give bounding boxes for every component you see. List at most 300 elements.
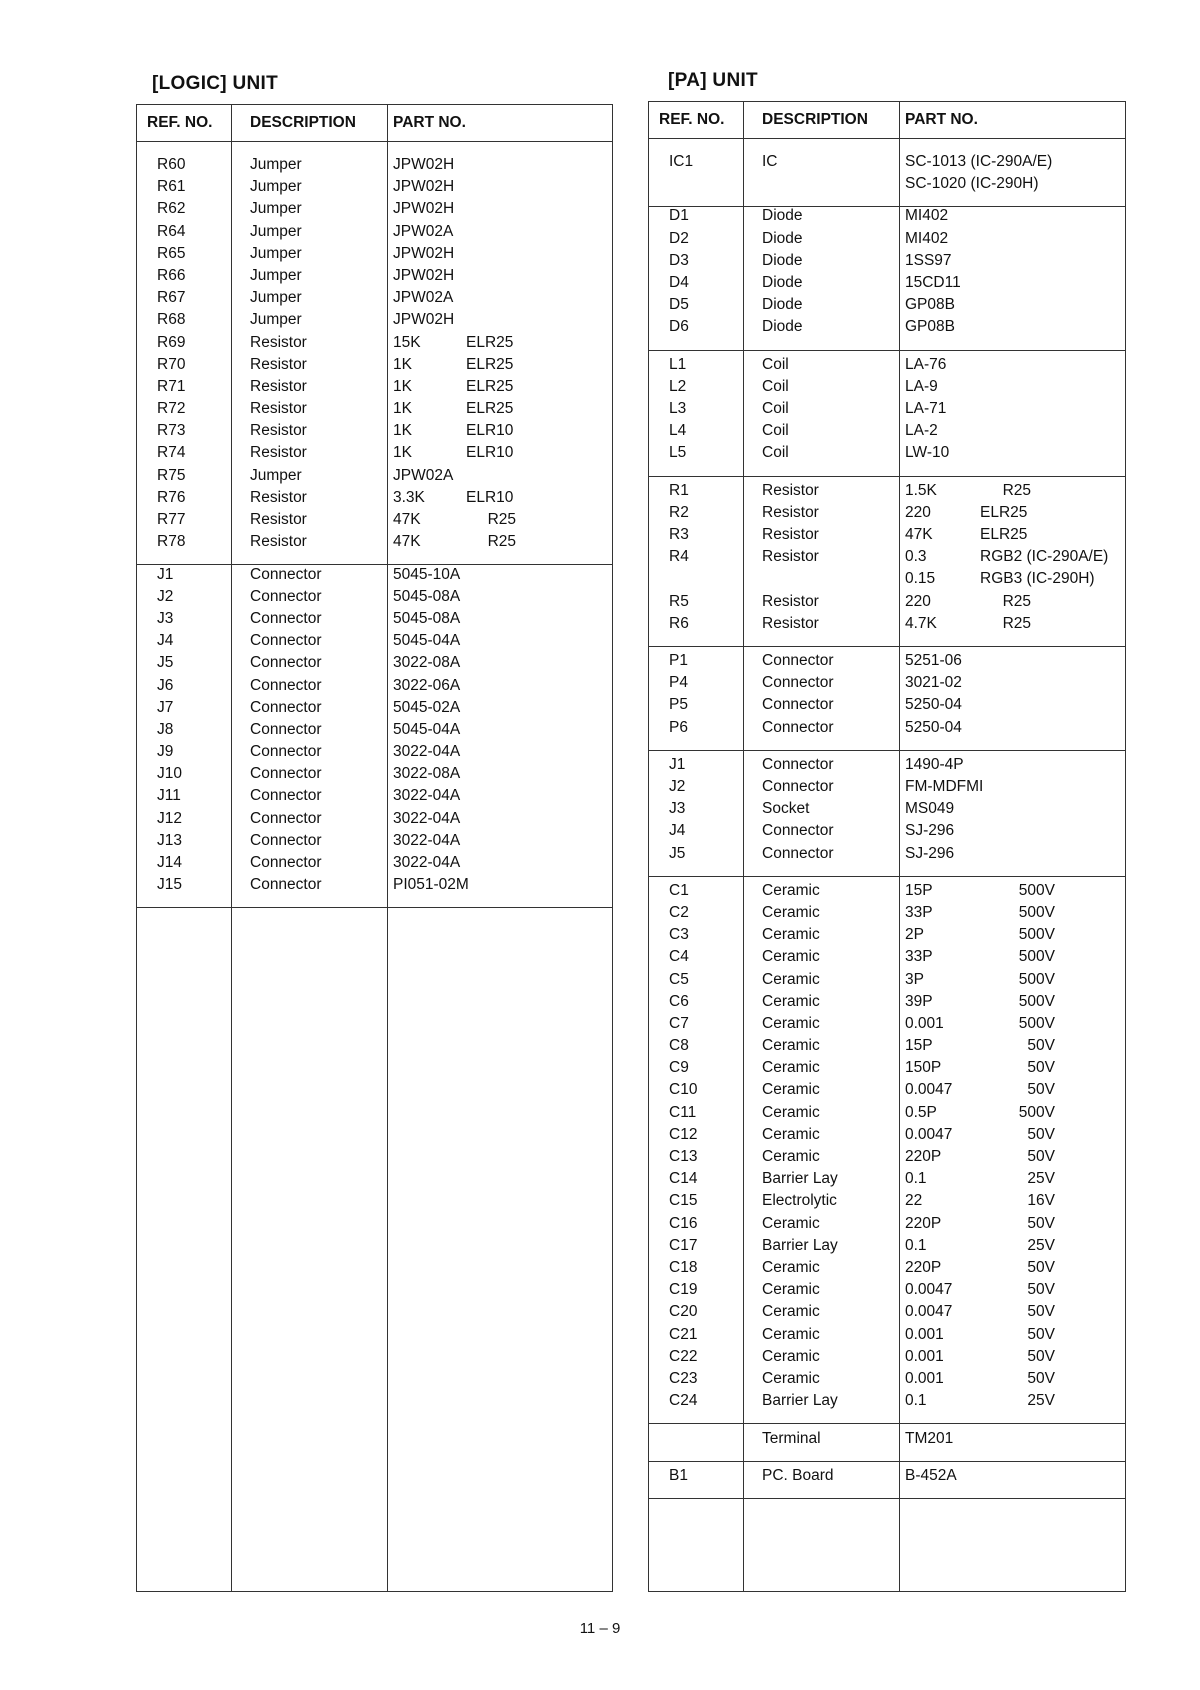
table-row bbox=[137, 609, 612, 631]
cell-desc: Diode bbox=[762, 229, 803, 247]
cell-spec: RGB3 (IC-290H) bbox=[980, 570, 1095, 588]
table-row bbox=[649, 1191, 1125, 1213]
cell-desc: Diode bbox=[762, 207, 803, 225]
cell-spec: 50V bbox=[1027, 1369, 1055, 1387]
cell-part: 39P bbox=[905, 992, 933, 1010]
row-group bbox=[137, 560, 612, 909]
cell-part: 1490-4P bbox=[905, 755, 964, 773]
cell-ref: R77 bbox=[157, 511, 186, 528]
cell-desc: Jumper bbox=[250, 200, 302, 218]
cell-ref: C18 bbox=[669, 1258, 698, 1276]
cell-ref: D1 bbox=[669, 207, 689, 225]
cell-ref: J10 bbox=[157, 765, 182, 783]
table-row bbox=[649, 1347, 1125, 1369]
table-row bbox=[649, 399, 1125, 421]
cell-part: 3.3K bbox=[393, 488, 425, 506]
cell-ref: J11 bbox=[157, 787, 181, 805]
cell-part: 3022-04A bbox=[393, 743, 461, 761]
table-row bbox=[649, 1014, 1125, 1036]
table-row bbox=[137, 244, 612, 266]
cell-part: FM-MDFMI bbox=[905, 777, 984, 795]
table-row bbox=[649, 673, 1125, 695]
table-row bbox=[137, 199, 612, 221]
table-row bbox=[649, 651, 1125, 673]
cell-desc: Ceramic bbox=[762, 926, 820, 944]
cell-part: 0.3 bbox=[905, 548, 927, 566]
cell-ref: R2 bbox=[669, 503, 689, 521]
cell-desc: Resistor bbox=[762, 614, 819, 632]
cell-desc: Resistor bbox=[250, 355, 307, 373]
cell-desc: Diode bbox=[762, 273, 803, 291]
table-row bbox=[649, 777, 1125, 799]
table-row bbox=[137, 177, 612, 199]
cell-ref: R73 bbox=[157, 422, 186, 440]
cell-ref: D3 bbox=[669, 251, 689, 269]
cell-desc: Ceramic bbox=[762, 1081, 820, 1099]
cell-desc: Connector bbox=[250, 609, 322, 627]
cell-ref: J15 bbox=[157, 876, 182, 894]
table-row bbox=[137, 653, 612, 675]
cell-ref: P1 bbox=[669, 652, 688, 669]
table-row bbox=[137, 443, 612, 465]
cell-ref: C23 bbox=[669, 1369, 698, 1387]
cell-part: 5045-08A bbox=[393, 587, 461, 605]
cell-desc: Jumper bbox=[250, 289, 302, 307]
table-row bbox=[649, 821, 1125, 843]
cell-part: 220 bbox=[905, 503, 931, 521]
cell-part: 0.0047 bbox=[905, 1281, 953, 1299]
cell-part: 1K bbox=[393, 422, 412, 440]
table-row bbox=[137, 488, 612, 510]
cell-desc: Ceramic bbox=[762, 1303, 820, 1321]
cell-desc: Resistor bbox=[762, 548, 819, 566]
cell-spec: 50V bbox=[1027, 1125, 1055, 1143]
cell-ref: L3 bbox=[669, 399, 687, 417]
table-row bbox=[137, 510, 612, 532]
cell-desc: Connector bbox=[250, 565, 322, 583]
table-row bbox=[649, 547, 1125, 569]
cell-part: 3022-08A bbox=[393, 765, 461, 783]
cell-spec: ELR25 bbox=[466, 355, 514, 373]
table-row bbox=[137, 421, 612, 443]
table-row bbox=[649, 1058, 1125, 1080]
header-part: PART NO. bbox=[393, 114, 466, 131]
table-row bbox=[137, 565, 612, 587]
cell-desc: Connector bbox=[250, 765, 322, 783]
cell-ref: C16 bbox=[669, 1214, 698, 1232]
table-row bbox=[649, 614, 1125, 636]
cell-ref: R1 bbox=[669, 481, 689, 499]
cell-ref: R60 bbox=[157, 156, 186, 173]
cell-part: 220P bbox=[905, 1148, 942, 1166]
cell-part: 5251-06 bbox=[905, 652, 962, 669]
cell-ref: L5 bbox=[669, 444, 687, 462]
cell-ref: C7 bbox=[669, 1014, 689, 1032]
table-row bbox=[137, 222, 612, 244]
row-group bbox=[649, 646, 1125, 751]
cell-part: 1K bbox=[393, 444, 412, 462]
cell-part: 5045-10A bbox=[393, 565, 461, 583]
cell-spec: 50V bbox=[1027, 1325, 1055, 1343]
cell-ref: R67 bbox=[157, 289, 186, 307]
cell-spec: 50V bbox=[1027, 1303, 1055, 1321]
row-group bbox=[649, 1424, 1125, 1462]
cell-part: GP08B bbox=[905, 296, 955, 314]
cell-desc: Resistor bbox=[250, 333, 307, 351]
cell-desc: Connector bbox=[250, 587, 322, 605]
cell-part: MI402 bbox=[905, 207, 949, 225]
table-row bbox=[137, 288, 612, 310]
cell-ref: J12 bbox=[157, 809, 182, 827]
cell-part: JPW02H bbox=[393, 200, 455, 218]
cell-desc: Terminal bbox=[762, 1429, 821, 1447]
pa-unit-table bbox=[648, 101, 1126, 1592]
cell-part: JPW02H bbox=[393, 178, 455, 196]
cell-desc: Connector bbox=[762, 696, 834, 714]
cell-desc: Connector bbox=[762, 777, 834, 795]
table-row bbox=[649, 755, 1125, 777]
table-row bbox=[649, 229, 1125, 251]
table-row bbox=[649, 206, 1125, 228]
cell-ref: J2 bbox=[669, 777, 686, 795]
cell-part: 3021-02 bbox=[905, 674, 962, 692]
cell-spec: ELR10 bbox=[466, 444, 514, 462]
cell-ref: J4 bbox=[669, 822, 686, 840]
cell-spec: ELR25 bbox=[980, 525, 1028, 543]
table-row bbox=[649, 799, 1125, 821]
table-row bbox=[649, 925, 1125, 947]
cell-desc: Electrolytic bbox=[762, 1192, 837, 1210]
cell-desc: Resistor bbox=[250, 511, 307, 528]
cell-desc: Resistor bbox=[250, 533, 307, 551]
table-row bbox=[137, 809, 612, 831]
cell-ref: R76 bbox=[157, 488, 186, 506]
page-number: 11 – 9 bbox=[579, 1620, 621, 1637]
logic-unit-title: [LOGIC] UNIT bbox=[152, 73, 279, 94]
table-row bbox=[649, 1280, 1125, 1302]
cell-desc: Ceramic bbox=[762, 1059, 820, 1077]
header-desc: DESCRIPTION bbox=[250, 114, 356, 131]
cell-part: JPW02H bbox=[393, 266, 455, 284]
cell-part: 1SS97 bbox=[905, 251, 952, 269]
table-row bbox=[649, 1325, 1125, 1347]
row-group bbox=[649, 476, 1125, 647]
cell-part: 33P bbox=[905, 903, 933, 921]
table-row bbox=[649, 443, 1125, 465]
cell-desc: IC bbox=[762, 153, 778, 170]
cell-spec: 25V bbox=[1027, 1170, 1055, 1188]
cell-part: 3022-04A bbox=[393, 831, 461, 849]
cell-desc: Connector bbox=[250, 831, 322, 849]
cell-ref: C24 bbox=[669, 1392, 698, 1410]
cell-ref: D6 bbox=[669, 318, 689, 336]
cell-ref: J3 bbox=[157, 609, 174, 627]
cell-desc: Connector bbox=[762, 652, 834, 669]
cell-ref: C1 bbox=[669, 881, 689, 899]
cell-ref: P4 bbox=[669, 674, 688, 692]
cell-ref: R6 bbox=[669, 614, 689, 632]
cell-part: 220P bbox=[905, 1258, 942, 1276]
table-row bbox=[649, 355, 1125, 377]
cell-part: LW-10 bbox=[905, 444, 950, 462]
cell-ref: C3 bbox=[669, 926, 689, 944]
table-row bbox=[649, 992, 1125, 1014]
cell-ref: B1 bbox=[669, 1466, 688, 1484]
table-row bbox=[649, 152, 1125, 174]
row-group bbox=[649, 1461, 1125, 1499]
cell-desc: Resistor bbox=[250, 422, 307, 440]
cell-spec: 500V bbox=[1018, 926, 1055, 944]
table-row bbox=[137, 333, 612, 355]
cell-ref: C11 bbox=[669, 1103, 697, 1121]
cell-spec: ELR25 bbox=[980, 503, 1028, 521]
cell-desc: Connector bbox=[250, 698, 322, 716]
cell-ref: C12 bbox=[669, 1125, 698, 1143]
cell-ref: C10 bbox=[669, 1081, 698, 1099]
cell-spec: 50V bbox=[1027, 1059, 1055, 1077]
cell-ref: IC1 bbox=[669, 153, 694, 170]
cell-part: SC-1013 (IC-290A/E) bbox=[905, 153, 1053, 170]
cell-desc: Connector bbox=[250, 876, 322, 894]
table-row bbox=[137, 266, 612, 288]
table-row bbox=[137, 742, 612, 764]
cell-spec: 500V bbox=[1018, 970, 1055, 988]
header-part: PART NO. bbox=[905, 111, 978, 128]
cell-desc: Jumper bbox=[250, 156, 302, 173]
cell-ref: R65 bbox=[157, 244, 186, 262]
cell-desc: Ceramic bbox=[762, 1125, 820, 1143]
cell-desc: Resistor bbox=[250, 377, 307, 395]
cell-desc: Resistor bbox=[762, 592, 819, 610]
cell-part: JPW02H bbox=[393, 244, 455, 262]
header-desc: DESCRIPTION bbox=[762, 111, 868, 128]
table-row bbox=[137, 720, 612, 742]
cell-ref: C5 bbox=[669, 970, 689, 988]
cell-spec: R25 bbox=[1002, 481, 1031, 499]
cell-ref: C15 bbox=[669, 1192, 698, 1210]
cell-part: 15CD11 bbox=[905, 273, 961, 291]
table-row bbox=[137, 698, 612, 720]
cell-ref: J2 bbox=[157, 587, 174, 605]
table-row bbox=[649, 569, 1125, 591]
cell-part: 3022-08A bbox=[393, 654, 461, 672]
table-row bbox=[649, 174, 1125, 196]
cell-desc: Ceramic bbox=[762, 970, 820, 988]
cell-spec: ELR25 bbox=[466, 400, 514, 418]
cell-part: 47K bbox=[393, 511, 421, 528]
cell-ref: J1 bbox=[157, 565, 174, 583]
cell-desc: Ceramic bbox=[762, 1325, 820, 1343]
cell-ref: R5 bbox=[669, 592, 689, 610]
cell-part: 33P bbox=[905, 948, 933, 966]
row-group bbox=[649, 876, 1125, 1425]
cell-part: 47K bbox=[905, 525, 933, 543]
cell-part: 1K bbox=[393, 355, 412, 373]
table-row bbox=[649, 251, 1125, 273]
table-row bbox=[649, 1214, 1125, 1236]
cell-part: 2P bbox=[905, 926, 924, 944]
table-row bbox=[649, 503, 1125, 525]
cell-part: 5250-04 bbox=[905, 718, 962, 736]
cell-ref: C6 bbox=[669, 992, 689, 1010]
cell-desc: Connector bbox=[762, 844, 834, 862]
cell-spec: 50V bbox=[1027, 1037, 1055, 1055]
row-group bbox=[649, 350, 1125, 477]
cell-ref: R71 bbox=[157, 377, 186, 395]
cell-spec: R25 bbox=[487, 533, 516, 551]
cell-spec: 25V bbox=[1027, 1236, 1055, 1254]
cell-desc: Resistor bbox=[762, 525, 819, 543]
cell-desc: Connector bbox=[762, 718, 834, 736]
table-row bbox=[137, 466, 612, 488]
cell-ref: R75 bbox=[157, 466, 186, 484]
table-row bbox=[649, 273, 1125, 295]
cell-desc: Connector bbox=[762, 755, 834, 773]
cell-part: LA-2 bbox=[905, 422, 938, 440]
cell-part: 5045-04A bbox=[393, 632, 461, 650]
cell-desc: Jumper bbox=[250, 466, 302, 484]
cell-part: 0.001 bbox=[905, 1014, 944, 1032]
cell-spec: ELR25 bbox=[466, 333, 514, 351]
cell-part: 220 bbox=[905, 592, 931, 610]
cell-part: 0.15 bbox=[905, 570, 936, 588]
cell-part: 1K bbox=[393, 400, 412, 418]
cell-ref: C8 bbox=[669, 1037, 689, 1055]
cell-desc: Barrier Lay bbox=[762, 1392, 838, 1410]
cell-part: 0.1 bbox=[905, 1236, 927, 1254]
cell-spec: 500V bbox=[1018, 1103, 1055, 1121]
cell-ref: C2 bbox=[669, 903, 689, 921]
cell-desc: PC. Board bbox=[762, 1466, 834, 1484]
cell-ref: J5 bbox=[669, 844, 686, 862]
cell-desc: Ceramic bbox=[762, 1347, 820, 1365]
cell-desc: Jumper bbox=[250, 244, 302, 262]
cell-desc: Ceramic bbox=[762, 1258, 820, 1276]
cell-part: 1.5K bbox=[905, 481, 937, 499]
cell-desc: Resistor bbox=[762, 481, 819, 499]
cell-part: SJ-296 bbox=[905, 822, 955, 840]
cell-desc: Jumper bbox=[250, 311, 302, 329]
cell-part: JPW02A bbox=[393, 466, 454, 484]
table-row bbox=[137, 676, 612, 698]
cell-ref: J14 bbox=[157, 854, 182, 872]
cell-ref: R70 bbox=[157, 355, 186, 373]
cell-spec: ELR10 bbox=[466, 488, 514, 506]
table-row bbox=[137, 310, 612, 332]
cell-part: 1K bbox=[393, 377, 412, 395]
cell-spec: 16V bbox=[1027, 1192, 1055, 1210]
cell-spec: R25 bbox=[1002, 614, 1031, 632]
cell-spec: 50V bbox=[1027, 1258, 1055, 1276]
cell-desc: Connector bbox=[762, 674, 834, 692]
table-row bbox=[649, 1147, 1125, 1169]
table-row bbox=[649, 1369, 1125, 1391]
cell-ref: C21 bbox=[669, 1325, 698, 1343]
cell-ref: C20 bbox=[669, 1303, 698, 1321]
cell-ref: R66 bbox=[157, 266, 186, 284]
cell-spec: ELR25 bbox=[466, 377, 514, 395]
cell-desc: Barrier Lay bbox=[762, 1170, 838, 1188]
table-row bbox=[649, 947, 1125, 969]
cell-desc: Ceramic bbox=[762, 1214, 820, 1232]
cell-ref: J8 bbox=[157, 720, 174, 738]
cell-desc: Coil bbox=[762, 422, 789, 440]
cell-ref: J7 bbox=[157, 698, 174, 716]
table-header bbox=[649, 102, 1125, 139]
cell-ref: L2 bbox=[669, 377, 687, 395]
table-row bbox=[137, 764, 612, 786]
header-ref: REF. NO. bbox=[147, 114, 213, 131]
cell-part: 5045-08A bbox=[393, 609, 461, 627]
table-row bbox=[649, 1391, 1125, 1413]
cell-desc: Coil bbox=[762, 444, 789, 462]
cell-desc: Diode bbox=[762, 296, 803, 314]
cell-ref: C17 bbox=[669, 1236, 698, 1254]
cell-part: 3022-04A bbox=[393, 854, 461, 872]
cell-desc: Ceramic bbox=[762, 1148, 820, 1166]
cell-spec: 500V bbox=[1018, 1014, 1055, 1032]
cell-ref: J6 bbox=[157, 676, 174, 694]
cell-desc: Coil bbox=[762, 377, 789, 395]
cell-desc: Ceramic bbox=[762, 948, 820, 966]
table-row bbox=[649, 695, 1125, 717]
cell-ref: R68 bbox=[157, 311, 186, 329]
cell-part: 22 bbox=[905, 1192, 923, 1210]
cell-desc: Ceramic bbox=[762, 903, 820, 921]
cell-ref: C19 bbox=[669, 1281, 698, 1299]
pa-unit-title: [PA] UNIT bbox=[668, 70, 758, 91]
cell-spec: RGB2 (IC-290A/E) bbox=[980, 548, 1109, 566]
cell-desc: Jumper bbox=[250, 222, 302, 240]
cell-desc: Connector bbox=[250, 809, 322, 827]
cell-ref: L1 bbox=[669, 355, 687, 373]
header-ref: REF. NO. bbox=[659, 111, 725, 128]
table-row bbox=[649, 525, 1125, 547]
cell-ref: R62 bbox=[157, 200, 186, 218]
cell-desc: Connector bbox=[250, 720, 322, 738]
cell-ref: D2 bbox=[669, 229, 689, 247]
cell-part: 3022-06A bbox=[393, 676, 461, 694]
cell-part: 4.7K bbox=[905, 614, 937, 632]
table-row bbox=[137, 155, 612, 177]
cell-spec: 50V bbox=[1027, 1281, 1055, 1299]
cell-desc: Ceramic bbox=[762, 1103, 820, 1121]
cell-desc: Ceramic bbox=[762, 992, 820, 1010]
cell-ref: J13 bbox=[157, 831, 182, 849]
cell-part: 3022-04A bbox=[393, 809, 461, 827]
cell-part: LA-76 bbox=[905, 355, 947, 373]
cell-spec: ELR10 bbox=[466, 422, 514, 440]
table-row bbox=[649, 1429, 1125, 1451]
cell-part: 0.0047 bbox=[905, 1303, 953, 1321]
cell-desc: Connector bbox=[250, 787, 322, 805]
cell-part: 0.5P bbox=[905, 1103, 937, 1121]
cell-part: MS049 bbox=[905, 800, 955, 818]
table-row bbox=[649, 1036, 1125, 1058]
cell-desc: Resistor bbox=[250, 444, 307, 462]
cell-part: 0.001 bbox=[905, 1347, 944, 1365]
cell-ref: C4 bbox=[669, 948, 689, 966]
cell-ref: C13 bbox=[669, 1148, 698, 1166]
cell-spec: R25 bbox=[1002, 592, 1031, 610]
table-row bbox=[649, 1125, 1125, 1147]
cell-ref: J5 bbox=[157, 654, 174, 672]
cell-desc: Resistor bbox=[250, 488, 307, 506]
row-group bbox=[137, 155, 612, 565]
cell-ref: J4 bbox=[157, 632, 174, 650]
cell-ref: J1 bbox=[669, 755, 686, 773]
cell-ref: D4 bbox=[669, 273, 689, 291]
